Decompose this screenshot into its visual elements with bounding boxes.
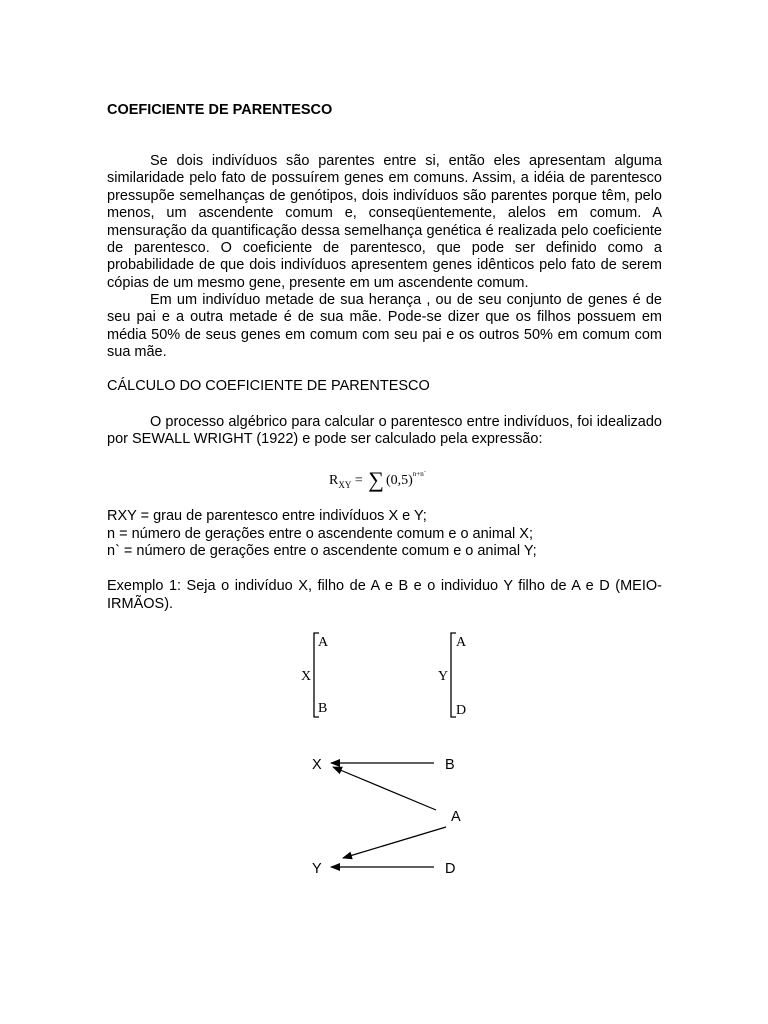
formula-lhs-subscript: XY: [338, 480, 352, 490]
pedigree-x-parent-a: A: [318, 635, 329, 650]
path-diagram: [312, 757, 461, 877]
path-node-d: D: [445, 861, 456, 877]
definition-rxy: RXY = grau de parentesco entre indivíduos X e Y;: [107, 508, 427, 524]
pedigree-y-parent-d: D: [456, 703, 467, 718]
paragraph-intro-text: Se dois indivíduos são parentes entre si, então eles apresentam alguma similaridade pelo fato de possuírem genes em comuns. Assim, a idéia de parentesco pressupõe semelhanças de genótipos, dois indivíduos são parentes porque têm, pelo menos, um ascendente comum e, conseqüentemente, alelos em comum. A mensuração da quantificação dessa semelhança genética é realizada pelo coeficiente de parentesco. O coeficiente de parentesco, que pode ser definido como a probabilidade de que dois indivíduos apresentem genes idênticos pelo fato de serem cópias de um mesmo gene, presente em um ascendente comum.: [107, 153, 662, 291]
formula-exponent: n+n´: [412, 470, 427, 478]
pedigree-y: [438, 633, 467, 718]
formula-base: (0,5): [385, 473, 413, 488]
pedigree-y-parent-a: A: [456, 635, 467, 650]
path-node-y: Y: [312, 861, 322, 877]
page-title: COEFICIENTE DE PARENTESCO: [107, 102, 333, 118]
arrow-a-to-y: [343, 827, 446, 858]
path-node-b: B: [445, 757, 455, 773]
formula-equals: =: [354, 473, 363, 488]
example-1-text: Exemplo 1: Seja o indivíduo X, filho de A e B e o individuo Y filho de A e D (MEIO-IRMÃOS).: [107, 578, 662, 612]
path-node-a: A: [451, 809, 461, 825]
pedigree-x-parent-b: B: [318, 701, 328, 716]
pedigree-x-child: X: [301, 669, 312, 684]
paragraph-inheritance: Em um indivíduo metade de sua herança , ou de seu conjunto de genes é de seu pai e a outra metade é de sua mãe. Pode-se dizer que os filhos possuem em média 50% de seus genes em comum com seu pai e os outros 50% em comum com sua mãe.: [107, 292, 662, 361]
formula-sigma: ∑: [368, 467, 384, 492]
formula-lhs: R: [329, 473, 339, 488]
path-node-x: X: [312, 757, 322, 773]
paragraph-method: O processo algébrico para calcular o parentesco entre indivíduos, foi idealizado por SEWALL WRIGHT (1922) e pode ser calculado pela expressão:: [107, 414, 662, 448]
section-heading: CÁLCULO DO COEFICIENTE DE PARENTESCO: [107, 378, 430, 394]
arrow-a-to-x: [333, 767, 436, 810]
definition-n: n = número de gerações entre o ascendente comum e o animal X;: [107, 525, 533, 542]
pedigree-y-child: Y: [438, 669, 449, 684]
definition-n-prime: n` = número de gerações entre o ascendente comum e o animal Y;: [107, 543, 537, 559]
pedigree-x: [301, 633, 329, 717]
